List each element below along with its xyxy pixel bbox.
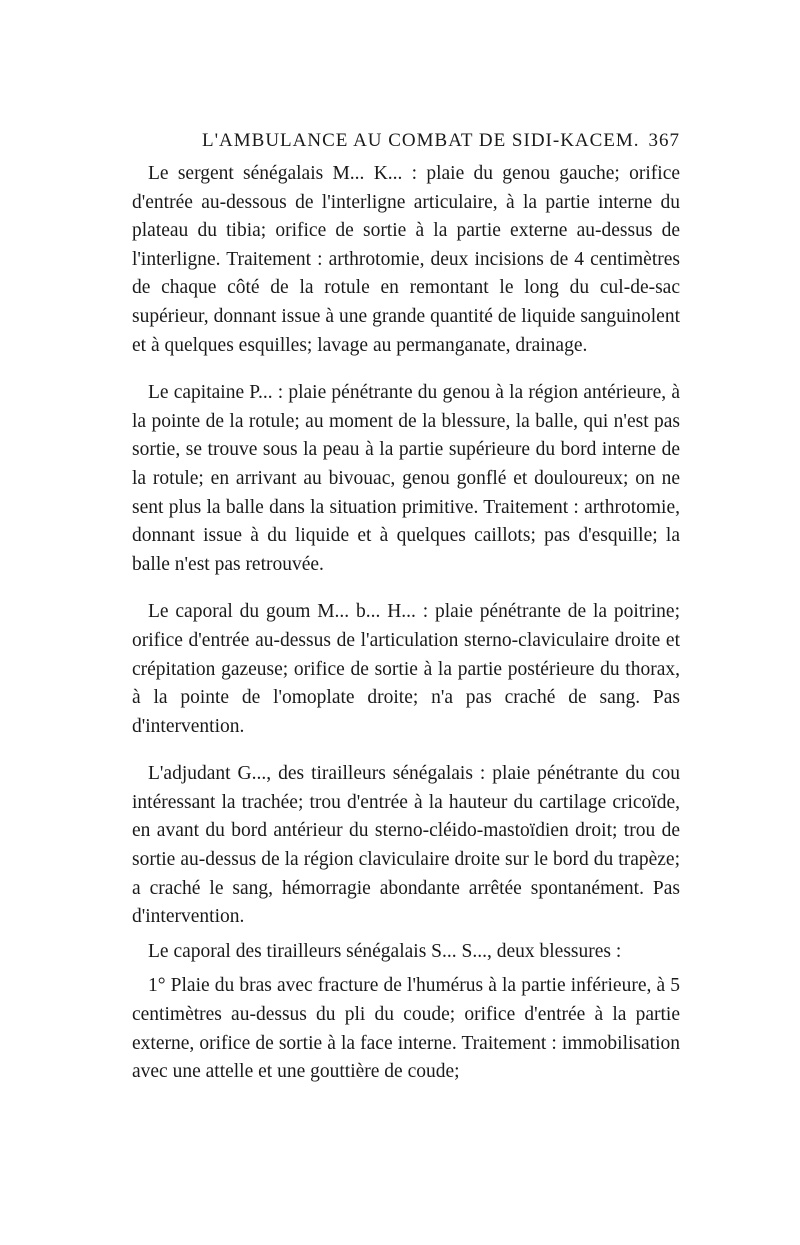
paragraph-caporal-tirailleurs: Le caporal des tirailleurs sénégalais S... S..., deux blessures : <box>148 940 622 962</box>
paragraph-wound-one: 1° Plaie du bras avec fracture de l'humérus à la partie inférieure, à 5 centimètres au-dessus du pli du coude; orifice d'entrée à la partie externe, orifice de sortie à la face interne. Traitement : immobilisation avec une attelle et une gouttière de coude; <box>132 975 680 1083</box>
paragraph-caporal-goum: Le caporal du goum M... b... H... : plaie pénétrante de la poitrine; orifice d'entrée au-dessus de l'articulation sterno-claviculaire droite et crépitation gazeuse; orifice de sortie à la partie postérieure du thorax, à la pointe de l'omoplate droite; n'a pas craché de sang. Pas d'intervention. <box>132 601 680 737</box>
paragraph-sergent: Le sergent sénégalais M... K... : plaie du genou gauche; orifice d'entrée au-dessous de l'interligne articulaire, à la partie interne du plateau du tibia; orifice de sortie à la partie externe au-dessus de l'interligne. Traitement : arthrotomie, deux incisions de 4 centimètres de chaque côté de la rotule en remontant le long du cul-de-sac supérieur, donnant issue à une grande quantité de liquide sanguinolent et à quelques esquilles; lavage au permanganate, drainage. <box>132 163 680 356</box>
paragraph-capitaine: Le capitaine P... : plaie pénétrante du genou à la région antérieure, à la pointe de la rotule; au moment de la blessure, la balle, qui n'est pas sortie, se trouve sous la peau à la partie supérieure du bord interne de la rotule; en arrivant au bivouac, genou gonflé et douloureux; on ne sent plus la balle dans la situation primitive. Traitement : arthrotomie, donnant issue à du liquide et à quelques caillots; pas d'esquille; la balle n'est pas retrouvée. <box>132 382 680 575</box>
running-title: L'AMBULANCE AU COMBAT DE SIDI-KACEM. <box>202 130 640 151</box>
running-head <box>132 126 680 156</box>
page-number: 367 <box>648 130 680 151</box>
paragraph-adjudant: L'adjudant G..., des tirailleurs sénégalais : plaie pénétrante du cou intéressant la trachée; trou d'entrée à la hauteur du cartilage cricoïde, en avant du bord antérieur du sterno-cléido-mastoïdien droit; trou de sortie au-dessus de la région claviculaire droite sur le bord du trapèze; a craché le sang, hémorragie abondante arrêtée spontanément. Pas d'intervention. <box>132 763 680 928</box>
body-text <box>132 160 680 1087</box>
